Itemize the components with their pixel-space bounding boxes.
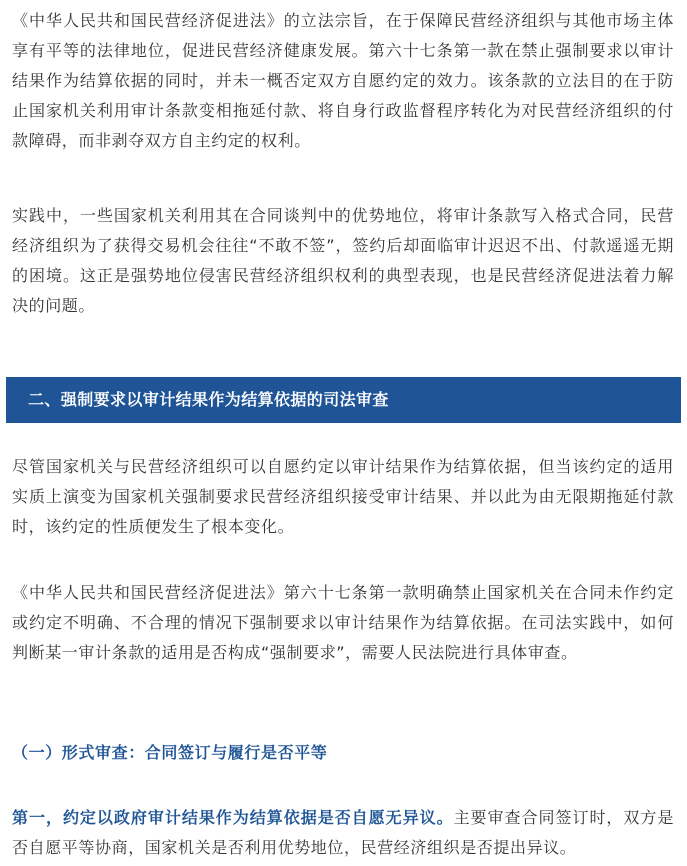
section-heading-judicial-review: 二、强制要求以审计结果作为结算依据的司法审查: [6, 377, 681, 423]
paragraph-first-criterion-body: 主要审查合同签订时，双方是否自愿平等协商，国家机关是否利用优势地位，民营经济组织是否提出异议。: [12, 808, 674, 857]
subheading-formal-review: （一）形式审查：合同签订与履行是否平等: [12, 743, 328, 762]
paragraph-agreement-nature: 尽管国家机关与民营经济组织可以自愿约定以审计结果作为结算依据，但当该约定的适用实质上演变为国家机关强制要求民营经济组织接受审计结果、并以此为由无限期拖延付款时，该约定的性质便发生了根本变化。: [12, 457, 674, 536]
paragraph-legislative-purpose: 《中华人民共和国民营经济促进法》的立法宗旨，在于保障民营经济组织与其他市场主体享有平等的法律地位，促进民营经济健康发展。第六十七条第一款在禁止强制要求以审计结果作为结算依据的同时，并未一概否定双方自愿约定的效力。该条款的立法目的在于防止国家机关利用审计条款变相拖延付款、将自身行政监督程序转化为对民营经济组织的付款障碍，而非剥夺双方自主约定的权利。: [12, 11, 674, 150]
paragraph-article-67: 《中华人民共和国民营经济促进法》第六十七条第一款明确禁止国家机关在合同未作约定或约定不明确、不合理的情况下强制要求以审计结果作为结算依据。在司法实践中，如何判断某一审计条款的适用是否构成“强制要求”，需要人民法院进行具体审查。: [12, 583, 674, 662]
paragraph-first-criterion: [12, 803, 674, 863]
paragraph-first-criterion-lead: 第一，约定以政府审计结果作为结算依据是否自愿无异议。: [12, 808, 454, 827]
paragraph-practice-problem: 实践中，一些国家机关利用其在合同谈判中的优势地位，将审计条款写入格式合同，民营经济组织为了获得交易机会往往“不敢不签”，签约后却面临审计迟迟不出、付款遥遥无期的困境。这正是强势地位侵害民营经济组织权利的典型表现，也是民营经济促进法着力解决的问题。: [12, 206, 674, 315]
